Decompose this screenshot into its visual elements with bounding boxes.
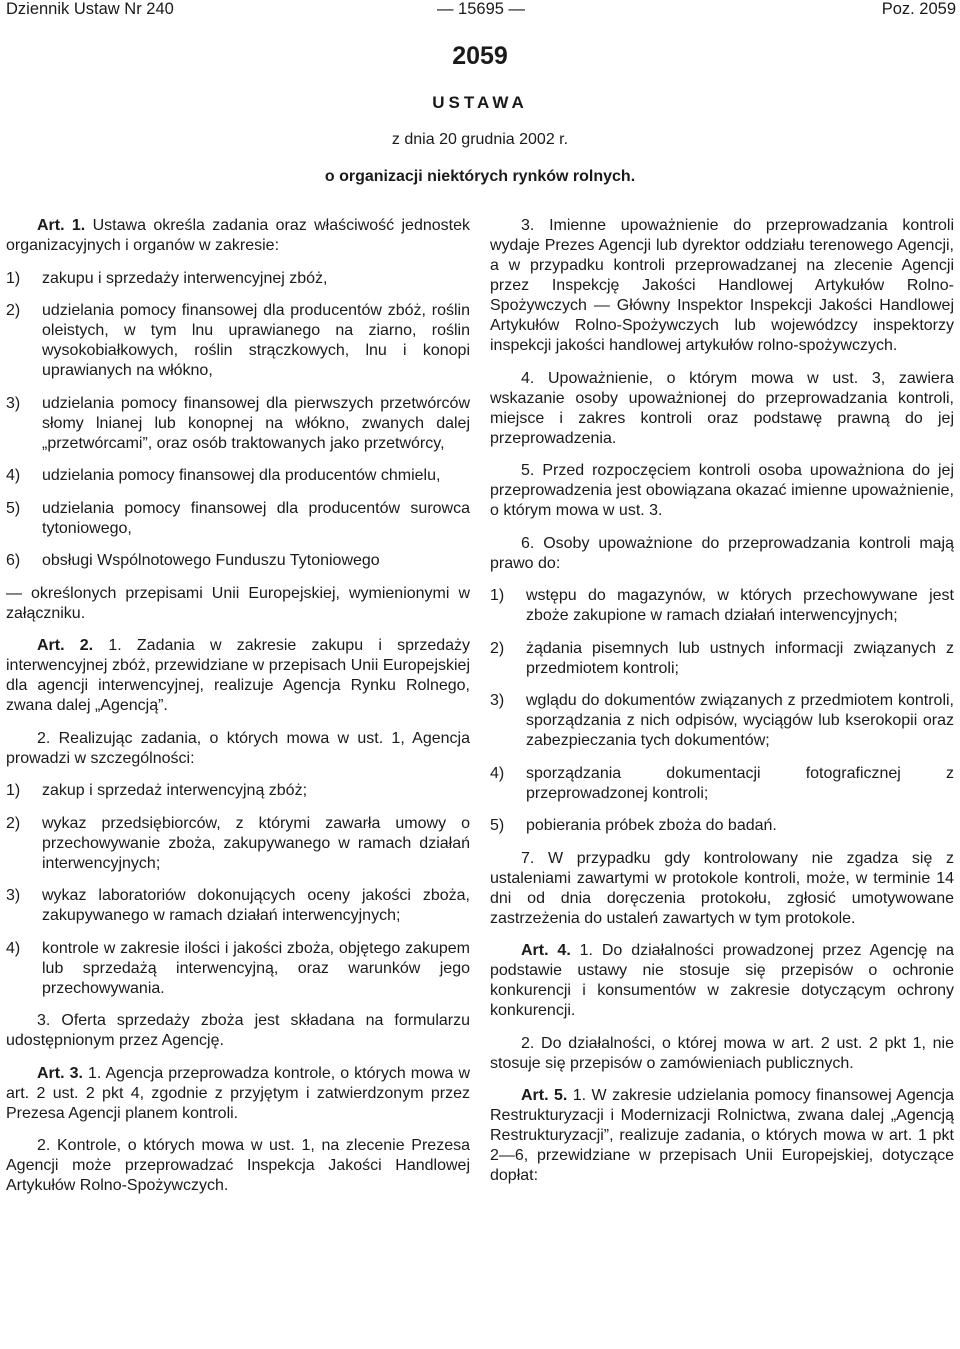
art2-para1: Art. 2. 1. Zadania w zakresie zakupu i sprzedaży interwencyjnej zbóż, przewidziane w przepisach Unii Europejskiej dla agencji interwencyjnej, realizuje Agencja Rynku Rolnego, zwana dalej „Agencją”. [6, 637, 471, 714]
list-item: 3) udzielania pomocy finansowej dla pierwszych przetwórców słomy lnianej lub konopnej na włókno, zwanych dalej „przetwórcami”, oraz osób traktowanych jako przetwórcy, [6, 394, 470, 452]
list-item: 2) udzielania pomocy finansowej dla producentów zbóż, roślin oleistych, w tym lnu uprawianego na ziarno, roślin wysokobiałkowych, roślin strączkowych, lnu i konopi uprawianych na włókno, [6, 302, 470, 379]
art3-label: Art. 3. [37, 1064, 83, 1082]
page-number: — 15695 — [436, 0, 526, 18]
list-item: 3) wykaz laboratoriów dokonujących oceny jakości zboża, zakupywanego w ramach działań interwencyjnych; [6, 887, 470, 924]
list-item: 4) udzielania pomocy finansowej dla producentów chmielu, [6, 467, 441, 484]
art2-label: Art. 2. [37, 637, 94, 654]
position-reference: Poz. 2059 [881, 0, 956, 18]
art4-label: Art. 4. [521, 942, 571, 959]
art5-label: Art. 5. [521, 1087, 568, 1104]
list-item: 2) wykaz przedsiębiorców, z którymi zawarła umowy o przechowywanie zboża, zakupywanego w ramach działań interwencyjnych; [6, 814, 470, 872]
art2-para3: 3. Oferta sprzedaży zboża jest składana na formularzu udostępnionym przez Agencję. [6, 1012, 470, 1049]
right-column [490, 216, 954, 1199]
position-number: 2059 [452, 42, 508, 70]
list-item: 1) wstępu do magazynów, w których przechowywane jest zboże zakupione w ramach działań interwencyjnych; [490, 587, 954, 624]
art4-para1: Art. 4. 1. Do działalności prowadzonej przez Agencję na podstawie ustawy nie stosuje się przepisów o ochronie konkurencji i konsumentów w zakresie dotyczącym ochrony konkurencji. [490, 942, 954, 1019]
art5-para1: Art. 5. 1. W zakresie udzielania pomocy finansowej Agencja Restrukturyzacji i Modernizacji Rolnictwa, zwana dalej „Agencją Restrukturyzacji”, realizuje zadania, o których mowa w art. 1 pkt 2—6, przewidziane w przepisach Unii Europejskiej, dotyczące dopłat: [490, 1087, 955, 1184]
art3-para4: 4. Upoważnienie, o którym mowa w ust. 3, zawiera wskazanie osoby upoważnionej do przeprowadzania kontroli, miejsce i zakres kontroli oraz podstawę prawną do jej przeprowadzenia. [490, 369, 954, 447]
art4-para2: 2. Do działalności, o której mowa w art. 2 ust. 2 pkt 1, nie stosuje się przepisów o zamówieniach publicznych. [490, 1034, 954, 1072]
list-item: 4) kontrole w zakresie ilości i jakości zboża, objętego zakupem lub sprzedażą interwencyjną, oraz warunków jego przechowywania. [6, 939, 470, 997]
art1-closing: — określonych przepisami Unii Europejskiej, wymienionymi w załączniku. [6, 584, 470, 622]
art2-para2: 2. Realizując zadania, o których mowa w ust. 1, Agencja prowadzi w szczególności: [6, 729, 470, 767]
act-type: USTAWA [432, 93, 528, 112]
art3-para1: Art. 3. 1. Agencja przeprowadza kontrole, o których mowa w art. 2 ust. 2 pkt 4, zgodnie z przyjętym i zatwierdzonym przez Prezesa Agencji planem kontroli. [6, 1064, 471, 1122]
art1-intro: Art. 1. Ustawa określa zadania oraz właściwość jednostek organizacyjnych i organów w zakresie: [6, 217, 470, 254]
left-column [6, 216, 470, 1209]
list-item: 1) zakup i sprzedaż interwencyjną zbóż; [6, 782, 308, 799]
art3-para5: 5. Przed rozpoczęciem kontroli osoba upoważniona do jej przeprowadzenia jest obowiązana okazać imienne upoważnienie, o którym mowa w ust. 3. [490, 462, 954, 519]
list-item: 3) wglądu do dokumentów związanych z przedmiotem kontroli, sporządzania z nich odpisów, wyciągów lub kserokopii oraz zabezpieczania tych dokumentów; [490, 692, 954, 749]
list-item: 2) żądania pisemnych lub ustnych informacji związanych z przedmiotem kontroli; [490, 639, 954, 677]
list-item: 6) obsługi Wspólnotowego Funduszu Tytoniowego [6, 552, 380, 569]
art3-para6: 6. Osoby upoważnione do przeprowadzania kontroli mają prawo do: [490, 534, 954, 572]
page-header [6, 0, 956, 22]
art3-para2: 2. Kontrole, o których mowa w ust. 1, na zlecenie Prezesa Agencji może przeprowadzać Inspekcja Jakości Handlowej Artykułów Rolno-Spożywczych. [6, 1137, 470, 1194]
list-item: 4) sporządzania dokumentacji fotograficznej z przeprowadzonej kontroli; [490, 764, 954, 802]
art1-label: Art. 1. [37, 217, 93, 234]
act-title-block [0, 40, 960, 187]
list-item: 5) pobierania próbek zboża do badań. [490, 817, 777, 834]
art3-para7: 7. W przypadku gdy kontrolowany nie zgadza się z ustaleniami zawartymi w protokole kontroli, może, w terminie 14 dni od dnia doręczenia protokołu, zgłosić umotywowane zastrzeżenia do ustaleń zawartych w tym protokole. [490, 849, 954, 927]
act-subject: o organizacji niektórych rynków rolnych. [324, 168, 636, 185]
list-item: 5) udzielania pomocy finansowej dla producentów surowca tytoniowego, [6, 499, 470, 537]
journal-reference: Dziennik Ustaw Nr 240 [6, 0, 174, 18]
art3-para3: 3. Imienne upoważnienie do przeprowadzania kontroli wydaje Prezes Agencji lub dyrektor oddziału terenowego Agencji, a w przypadku kontroli przeprowadzanej na zlecenie Agencji przez Inspekcję Jakości Handlowej Artykułów Rolno-Spożywczych — Główny Inspektor Inspekcji Jakości Handlowej Artykułów Rolno-Spożywczych lub wojewódzcy inspektorzy inspekcji jakości handlowej artykułów rolno-spożywczych. [490, 217, 954, 354]
act-date: z dnia 20 grudnia 2002 r. [391, 131, 569, 148]
list-item: 1) zakupu i sprzedaży interwencyjnej zbóż, [6, 269, 328, 287]
